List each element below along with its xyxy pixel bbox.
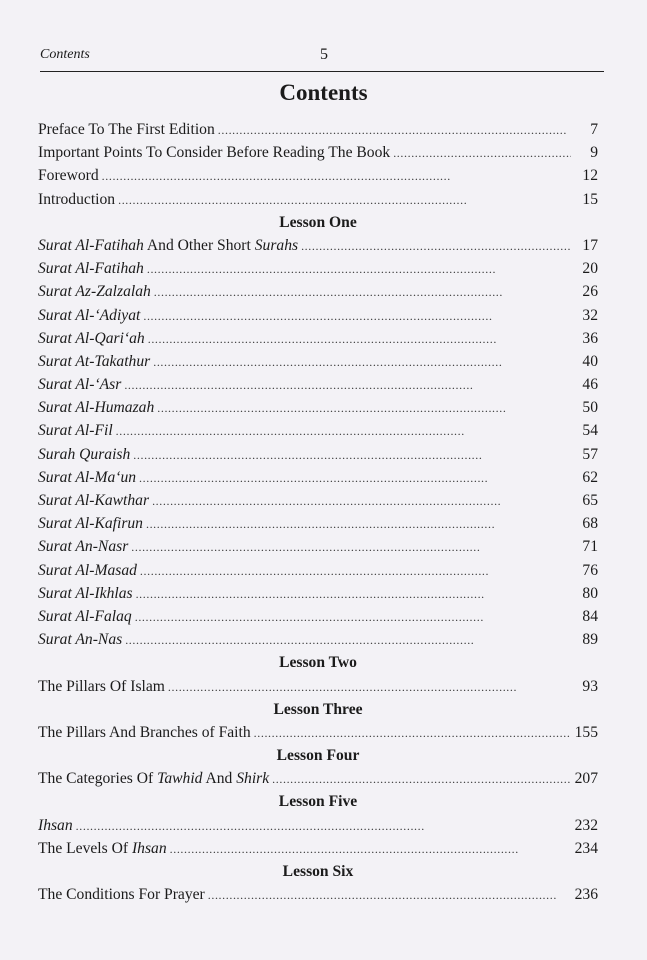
toc-page-number: 57 (582, 445, 598, 463)
toc-page-number: 89 (582, 631, 598, 649)
toc-entry-italic-part: Surat Al-Fatihah (38, 260, 144, 278)
toc-entry-title (38, 446, 130, 464)
toc-entry-italic-part: Surat Al-Masad (38, 561, 137, 579)
toc-entry[interactable] (38, 678, 598, 701)
toc-entry[interactable] (38, 237, 598, 260)
toc-page-number: 12 (582, 167, 598, 185)
dot-leader (136, 587, 571, 602)
toc-entry-title (38, 330, 145, 348)
dot-leader (208, 888, 571, 903)
toc-entry-italic-part: Surat Al-Kawthar (38, 492, 150, 509)
toc-entry-text-part: Important Points To Consider Before Reading The Book (38, 144, 391, 162)
toc-entry-text-part: Preface To The First Edition (38, 121, 215, 138)
dot-leader (131, 540, 571, 555)
dot-leader (146, 517, 571, 532)
toc-page-number: 236 (574, 886, 598, 904)
toc-entry-text-part: And (202, 770, 237, 788)
running-header (40, 44, 604, 68)
toc-entry-title (38, 283, 151, 301)
dot-leader (154, 285, 571, 300)
toc-page-number: 71 (582, 538, 598, 556)
toc-entry[interactable] (38, 399, 598, 422)
toc-page-number: 155 (574, 723, 598, 741)
toc-entry[interactable] (38, 492, 598, 515)
toc-entry-italic-part: Surat An-Nasr (38, 538, 129, 556)
toc-entry-italic-part: Surah Quraish (38, 445, 131, 463)
toc-entry-title (38, 678, 165, 696)
toc-entry-text-part: The Pillars And Branches of Faith (38, 723, 251, 741)
toc-entry[interactable] (38, 191, 598, 214)
dot-leader (143, 309, 571, 324)
toc-entry-italic-part: Tawhid (157, 770, 203, 788)
dot-leader (301, 239, 571, 254)
dot-leader (124, 378, 571, 393)
toc-entry[interactable] (38, 515, 598, 538)
toc-page-number: 65 (582, 492, 598, 509)
toc-entry-italic-part: Surat Al-Kafirun (38, 515, 143, 533)
toc-entry-title (38, 422, 113, 440)
toc-page-number: 7 (590, 121, 598, 138)
toc-entry-title (38, 399, 154, 417)
lesson-heading: Lesson Six (282, 863, 354, 880)
toc-entry[interactable] (38, 144, 598, 167)
toc-entry-title (38, 469, 136, 487)
toc-page-number: 50 (582, 399, 598, 417)
toc-page-number: 234 (574, 839, 598, 857)
dot-leader (116, 424, 571, 439)
toc-page-number: 46 (582, 376, 598, 394)
toc-entry-title (38, 724, 251, 742)
toc-entry-italic-part: Shirk (236, 770, 270, 788)
toc-page-number: 93 (582, 677, 598, 695)
toc-page-number: 54 (582, 422, 598, 440)
toc-entry[interactable] (38, 167, 598, 190)
toc-entry[interactable] (38, 260, 598, 283)
toc-entry-italic-part: Surat Al-Ma‘un (38, 468, 137, 486)
page-title: Contents (279, 80, 368, 105)
toc-entry[interactable] (38, 770, 598, 793)
dot-leader (139, 471, 571, 486)
toc-entry-italic-part: Surat Al-Falaq (38, 607, 132, 625)
toc-entry-italic-part: Surat At-Takathur (38, 352, 151, 370)
dot-leader (148, 332, 571, 347)
toc-page-number: 20 (582, 260, 598, 278)
dot-leader (218, 123, 571, 138)
toc-entry-italic-part: Surat Al-‘Adiyat (38, 306, 141, 324)
toc-entry-text-part: The Categories Of (38, 770, 158, 788)
toc-page-number: 9 (590, 144, 598, 162)
toc-entry[interactable] (38, 446, 598, 469)
toc-entry-title (38, 307, 140, 325)
toc-entry-italic-part: Surat Al-Qari‘ah (38, 329, 145, 347)
header-rule (40, 71, 604, 72)
toc-entry[interactable] (38, 724, 598, 747)
toc-entry[interactable] (38, 886, 598, 909)
toc-entry-text-part: The Pillars Of Islam (38, 677, 165, 695)
toc-entry[interactable] (38, 631, 598, 654)
toc-page-number: 207 (574, 770, 598, 788)
toc-entry-title (38, 770, 269, 788)
toc-page-number: 62 (582, 468, 598, 486)
dot-leader (153, 355, 571, 370)
toc-entry-title (38, 376, 121, 394)
toc-entry-italic-part: Surat Al-Fatihah (38, 236, 144, 254)
toc-entry-title (38, 608, 132, 626)
toc-entry[interactable] (38, 330, 598, 353)
toc-entry-text-part: The Levels Of (38, 839, 132, 857)
toc-entry-title (38, 353, 150, 371)
toc-entry-title (38, 515, 143, 533)
toc-entry[interactable] (38, 307, 598, 330)
dot-leader (147, 262, 571, 277)
dot-leader (125, 633, 571, 648)
toc-entry-italic-part: Surat Al-Ikhlas (38, 584, 133, 602)
toc-entry-text-part: And Other Short (143, 236, 255, 254)
toc-entry[interactable] (38, 817, 598, 840)
lesson-heading: Lesson Four (276, 747, 360, 765)
toc-entry-title (38, 631, 122, 649)
toc-page-number: 40 (582, 352, 598, 370)
toc-entry-title (38, 538, 128, 556)
toc-entry-title (38, 191, 115, 209)
toc-entry-italic-part: Surat Al-Humazah (38, 399, 155, 417)
toc-page-number: 17 (582, 236, 598, 254)
toc-entry-text-part: Foreword (38, 167, 99, 185)
toc-page-number: 26 (582, 283, 598, 301)
toc-page-number: 15 (582, 190, 598, 208)
dot-leader (393, 146, 571, 161)
toc-page-number: 36 (582, 329, 598, 347)
toc-entry-title (38, 144, 390, 162)
toc-entry[interactable] (38, 353, 598, 376)
lesson-heading: Lesson Five (278, 793, 358, 811)
dot-leader (157, 401, 571, 416)
dot-leader (140, 564, 571, 579)
toc-entry-title (38, 585, 133, 603)
running-header-page-number: 5 (320, 46, 328, 63)
toc-page-number: 76 (582, 561, 598, 579)
toc-entry-text-part: Introduction (38, 190, 116, 208)
lesson-heading: Lesson Three (273, 700, 363, 718)
toc-entry-italic-part: Surat Az-Zalzalah (38, 283, 151, 301)
toc-entry-title (38, 260, 144, 278)
toc-page-number: 32 (582, 306, 598, 324)
toc-page-number: 84 (582, 607, 598, 625)
toc-entry-title (38, 817, 73, 835)
toc-entry-title (38, 886, 205, 904)
toc-entry[interactable] (38, 469, 598, 492)
dot-leader (272, 772, 571, 787)
toc-page-number: 232 (574, 816, 598, 834)
toc-entry[interactable] (38, 585, 598, 608)
toc-entry[interactable] (38, 562, 598, 585)
toc-entry-title (38, 492, 149, 510)
toc-page-number: 80 (582, 584, 598, 602)
toc-entry[interactable] (38, 840, 598, 863)
table-of-contents (38, 121, 598, 909)
toc-entry-title (38, 562, 137, 580)
lesson-heading: Lesson One (279, 213, 357, 231)
lesson-heading: Lesson Two (279, 654, 357, 672)
toc-page-number: 68 (582, 515, 598, 533)
dot-leader (102, 169, 571, 184)
toc-entry-italic-part: Ihsan (131, 839, 167, 857)
dot-leader (118, 193, 571, 208)
toc-entry-italic-part: Surat Al-Fil (38, 422, 113, 440)
toc-entry-title (38, 121, 215, 139)
toc-entry-title (38, 840, 167, 858)
dot-leader (152, 494, 571, 509)
dot-leader (76, 819, 571, 834)
toc-entry-italic-part: Surat Al-‘Asr (38, 376, 122, 394)
toc-entry[interactable] (38, 608, 598, 631)
toc-entry[interactable] (38, 422, 598, 445)
toc-entry-title (38, 167, 99, 185)
dot-leader (170, 842, 571, 857)
toc-entry[interactable] (38, 376, 598, 399)
toc-entry[interactable] (38, 538, 598, 561)
toc-entry-text-part: The Conditions For Prayer (38, 886, 205, 904)
toc-entry-title (38, 237, 298, 255)
toc-entry-italic-part: Surahs (254, 236, 299, 254)
running-header-section: Contents (40, 47, 90, 62)
toc-entry-italic-part: Surat An-Nas (38, 631, 123, 649)
toc-entry[interactable] (38, 121, 598, 144)
toc-entry[interactable] (38, 283, 598, 306)
dot-leader (254, 726, 571, 741)
dot-leader (135, 610, 571, 625)
dot-leader (168, 680, 571, 695)
toc-entry-italic-part: Ihsan (38, 816, 73, 834)
dot-leader (133, 448, 571, 463)
